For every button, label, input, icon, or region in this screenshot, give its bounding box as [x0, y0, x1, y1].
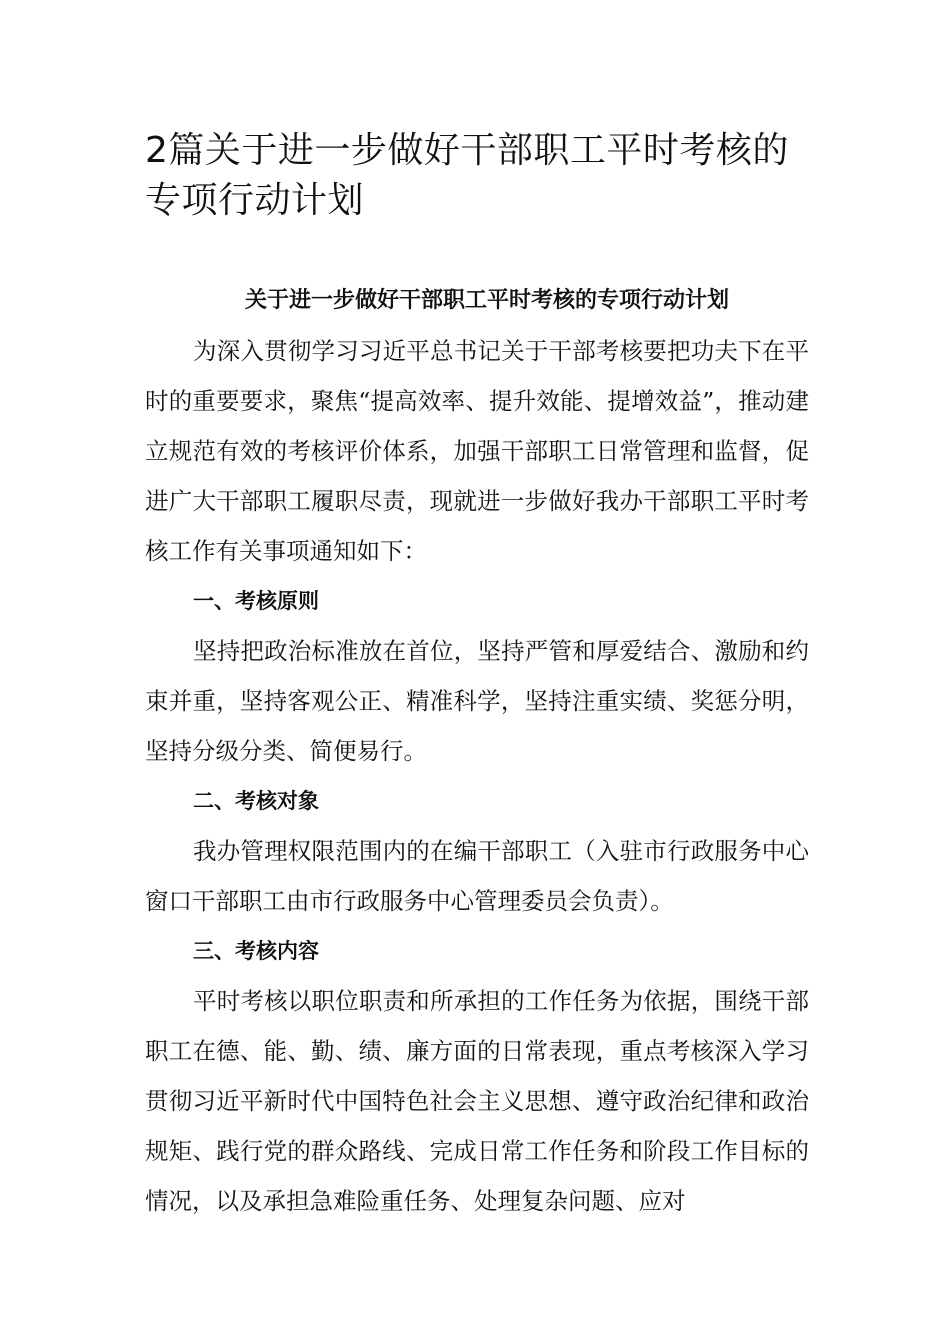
document-body	[145, 276, 809, 1226]
intro-paragraph: 为深入贯彻学习习近平总书记关于干部考核要把功夫下在平时的重要要求，聚焦“提高效率、提升效能、提增效益”，推动建立规范有效的考核评价体系，加强干部职工日常管理和监督，促进广大干部职工履职尽责，现就进一步做好我办干部职工平时考核工作有关事项通知如下：	[145, 337, 809, 565]
document-title: 2篇关于进一步做好干部职工平时考核的专项行动计划	[145, 130, 789, 221]
section-text-targets: 我办管理权限范围内的在编干部职工（入驻市行政服务中心窗口干部职工由市行政服务中心管理委员会负责）。	[145, 837, 809, 915]
section-heading-principles: 一、考核原则	[193, 589, 319, 613]
document-subtitle: 关于进一步做好干部职工平时考核的专项行动计划	[244, 288, 729, 313]
section-text-content: 平时考核以职位职责和所承担的工作任务为依据，围绕干部职工在德、能、勤、绩、廉方面的日常表现，重点考核深入学习贯彻习近平新时代中国特色社会主义思想、遵守政治纪律和政治规矩、践行党的群众路线、完成日常工作任务和阶段工作目标的情况，以及承担急难险重任务、处理复杂问题、应对	[145, 987, 809, 1215]
section-text-principles: 坚持把政治标准放在首位，坚持严管和厚爱结合、激励和约束并重，坚持客观公正、精准科学，坚持注重实绩、奖惩分明，坚持分级分类、简便易行。	[145, 637, 809, 765]
section-heading-content: 三、考核内容	[193, 939, 319, 963]
section-heading-targets: 二、考核对象	[193, 789, 319, 813]
